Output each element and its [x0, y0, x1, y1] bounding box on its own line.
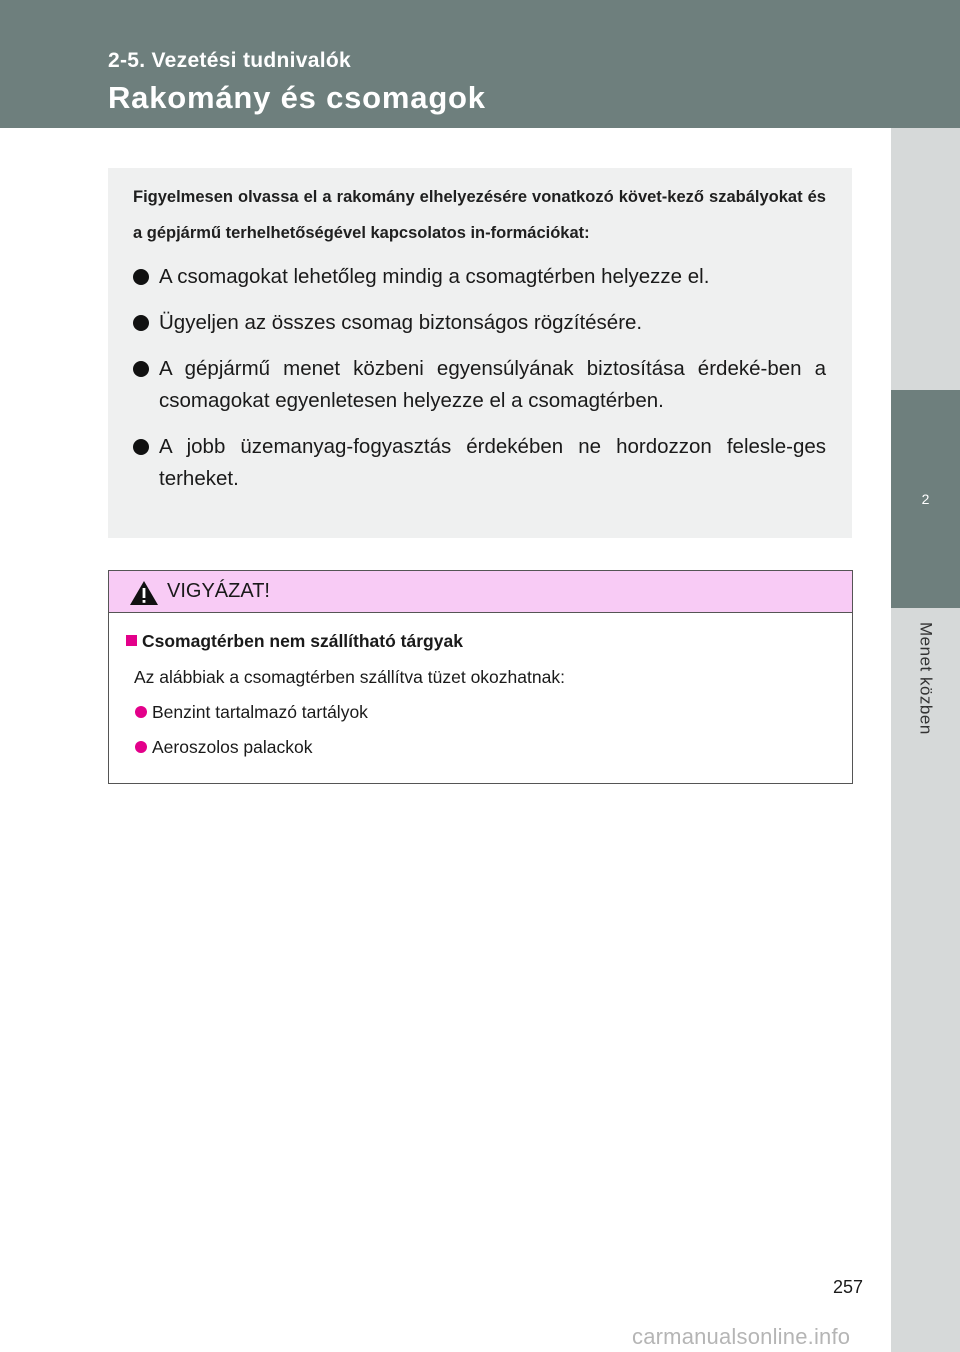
page-title: Rakomány és csomagok: [108, 80, 486, 115]
info-bullet-text: A jobb üzemanyag-fogyasztás érdekében ne hordozzon felesle-ges terheket.: [159, 435, 826, 490]
info-bullet: [133, 353, 826, 417]
warning-triangle-icon: [129, 580, 159, 606]
warning-item: [126, 736, 852, 758]
square-bullet-icon: [126, 635, 137, 646]
chapter-number-text: 2: [921, 491, 930, 507]
warning-item: [126, 701, 852, 723]
bullet-dot-icon: [133, 315, 149, 331]
info-bullet-text: A gépjármű menet közbeni egyensúlyának biztosítása érdeké-ben a csomagokat egyenletesen helyezze el a csomagtérben.: [159, 357, 826, 412]
bullet-dot-icon: [135, 741, 147, 753]
bullet-dot-icon: [133, 361, 149, 377]
warning-body: [109, 613, 852, 758]
chapter-label-text: Menet közben: [916, 622, 936, 735]
warning-subheading-text: Csomagtérben nem szállítható tárgyak: [142, 631, 463, 651]
warning-box: [108, 570, 853, 784]
warning-header: [109, 571, 852, 613]
page-number: 257: [833, 1277, 864, 1297]
info-bullet-text: A csomagokat lehetőleg mindig a csomagtérben helyezze el.: [159, 265, 710, 288]
warning-item-text: Benzint tartalmazó tartályok: [152, 702, 368, 722]
bullet-dot-icon: [135, 706, 147, 718]
chapter-side-tab: [891, 128, 960, 1352]
info-bullet: [133, 307, 826, 339]
warning-text: Az alábbiak a csomagtérben szállítva tüzet okozhatnak:: [134, 667, 565, 687]
warning-subheading: [126, 630, 852, 652]
info-bullet-text: Ügyeljen az összes csomag biztonságos rögzítésére.: [159, 311, 643, 334]
warning-item-text: Aeroszolos palackok: [152, 737, 313, 757]
warning-title: VIGYÁZAT!: [167, 580, 270, 602]
watermark: carmanualsonline.info: [632, 1324, 851, 1349]
page-header: [0, 0, 960, 128]
info-box: [108, 168, 852, 538]
bullet-dot-icon: [133, 269, 149, 285]
info-bullet: [133, 431, 826, 495]
info-bullet: [133, 261, 826, 293]
info-intro: Figyelmesen olvassa el a rakomány elhelyezésére vonatkozó követ-kező szabályokat és a gépjármű terhelhetőségével kapcsolatos in-formációkat:: [133, 188, 826, 242]
bullet-dot-icon: [133, 439, 149, 455]
chapter-label: [891, 622, 960, 735]
chapter-number: [891, 390, 960, 608]
section-label: 2-5. Vezetési tudnivalók: [108, 49, 351, 72]
